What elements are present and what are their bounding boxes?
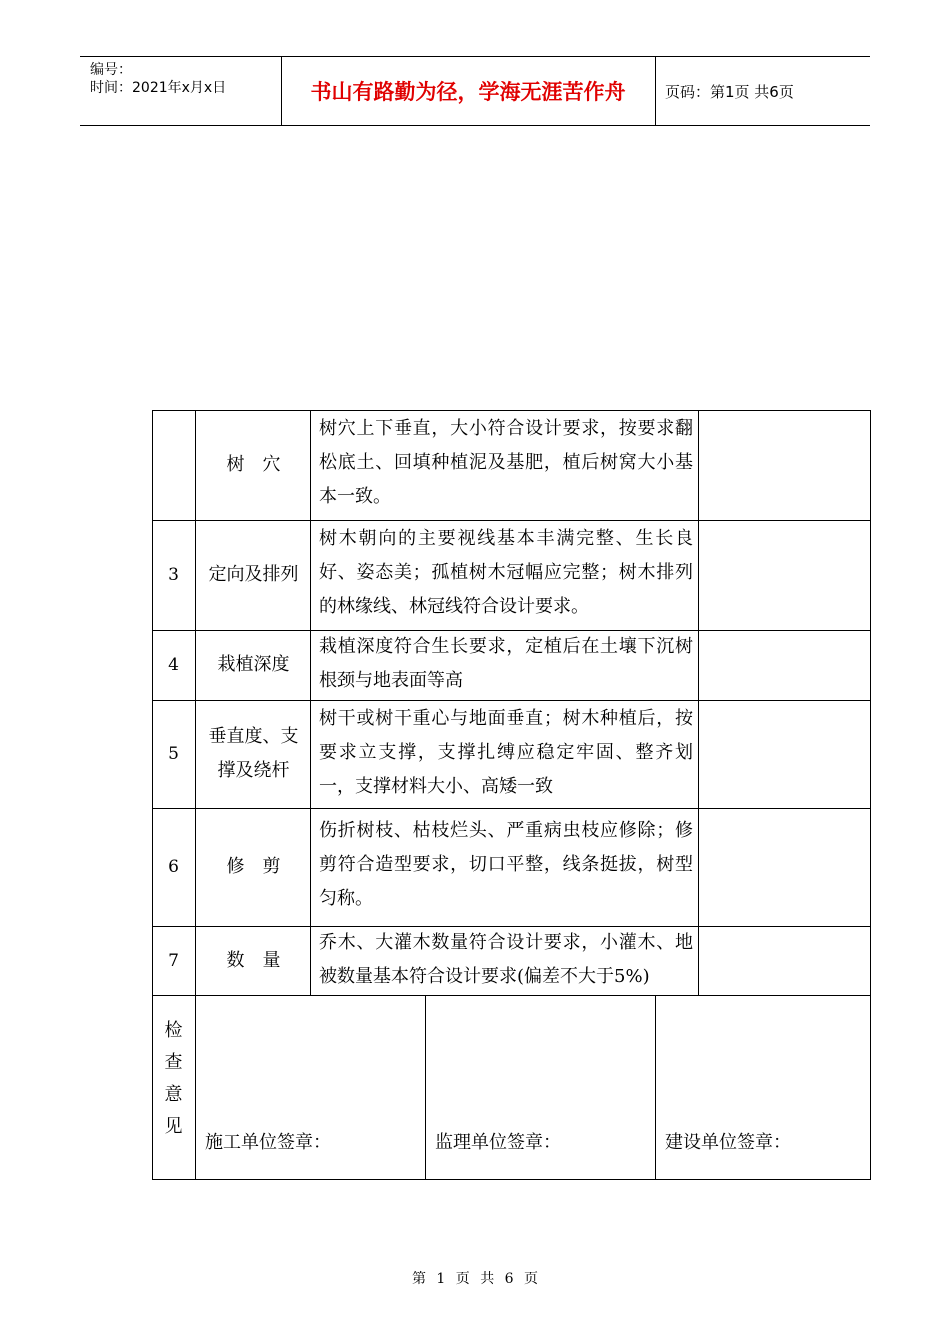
header-motto: 书山有路勤为径，学海无涯苦作舟 <box>310 79 626 104</box>
item-name: 树穴 <box>226 454 299 475</box>
row-number: 5 <box>168 744 179 764</box>
row-number: 4 <box>168 655 179 675</box>
item-requirement: 伤折树枝、枯枝烂头、严重病虫枝应修除；修剪符合造型要求，切口平整，线条挺拔，树型匀称。 <box>319 820 693 909</box>
item-requirement: 树木朝向的主要视线基本丰满完整、生长良好、姿态美；孤植树木冠幅应完整；树木排列的林缘线、林冠线符合设计要求。 <box>319 528 693 617</box>
item-name: 修剪 <box>226 856 299 877</box>
item-requirement: 乔木、大灌木数量符合设计要求，小灌木、地被数量基本符合设计要求(偏差不大于5%) <box>319 932 693 987</box>
item-name: 垂直度、支撑及绕杆 <box>208 726 299 781</box>
row-number <box>152 410 195 520</box>
row-number: 6 <box>168 857 179 877</box>
page-header <box>80 56 870 126</box>
owner-unit-signature: 建设单位签章： <box>665 1132 791 1153</box>
inspection-opinion-label: 检查意见 <box>164 1020 183 1137</box>
row-number: 7 <box>168 950 179 971</box>
document-date: 时间：2021年x月x日 <box>90 80 227 96</box>
page-footer: 第 1 页 共 6 页 <box>411 1271 539 1287</box>
item-requirement: 树穴上下垂直，大小符合设计要求，按要求翻松底土、回填种植泥及基肥，植后树窝大小基本一致。 <box>319 418 693 507</box>
inspection-table <box>152 410 871 1180</box>
row-number: 3 <box>168 565 179 585</box>
supervision-unit-signature: 监理单位签章： <box>435 1132 561 1153</box>
item-requirement: 栽植深度符合生长要求，定植后在土壤下沉树根颈与地表面等高 <box>319 636 693 691</box>
header-divider <box>655 57 656 125</box>
header-page-info: 页码：第1页 共6页 <box>665 82 794 101</box>
header-meta <box>90 61 226 97</box>
item-requirement: 树干或树干重心与地面垂直；树木种植后，按要求立支撑，支撑扎缚应稳定牢固、整齐划一，支撑材料大小、高矮一致 <box>319 708 693 797</box>
item-name: 数量 <box>226 949 299 971</box>
document-number-label: 编号： <box>90 62 132 78</box>
item-name: 定向及排列 <box>208 564 299 585</box>
item-name: 栽植深度 <box>217 654 290 675</box>
construction-unit-signature: 施工单位签章： <box>205 1132 331 1153</box>
